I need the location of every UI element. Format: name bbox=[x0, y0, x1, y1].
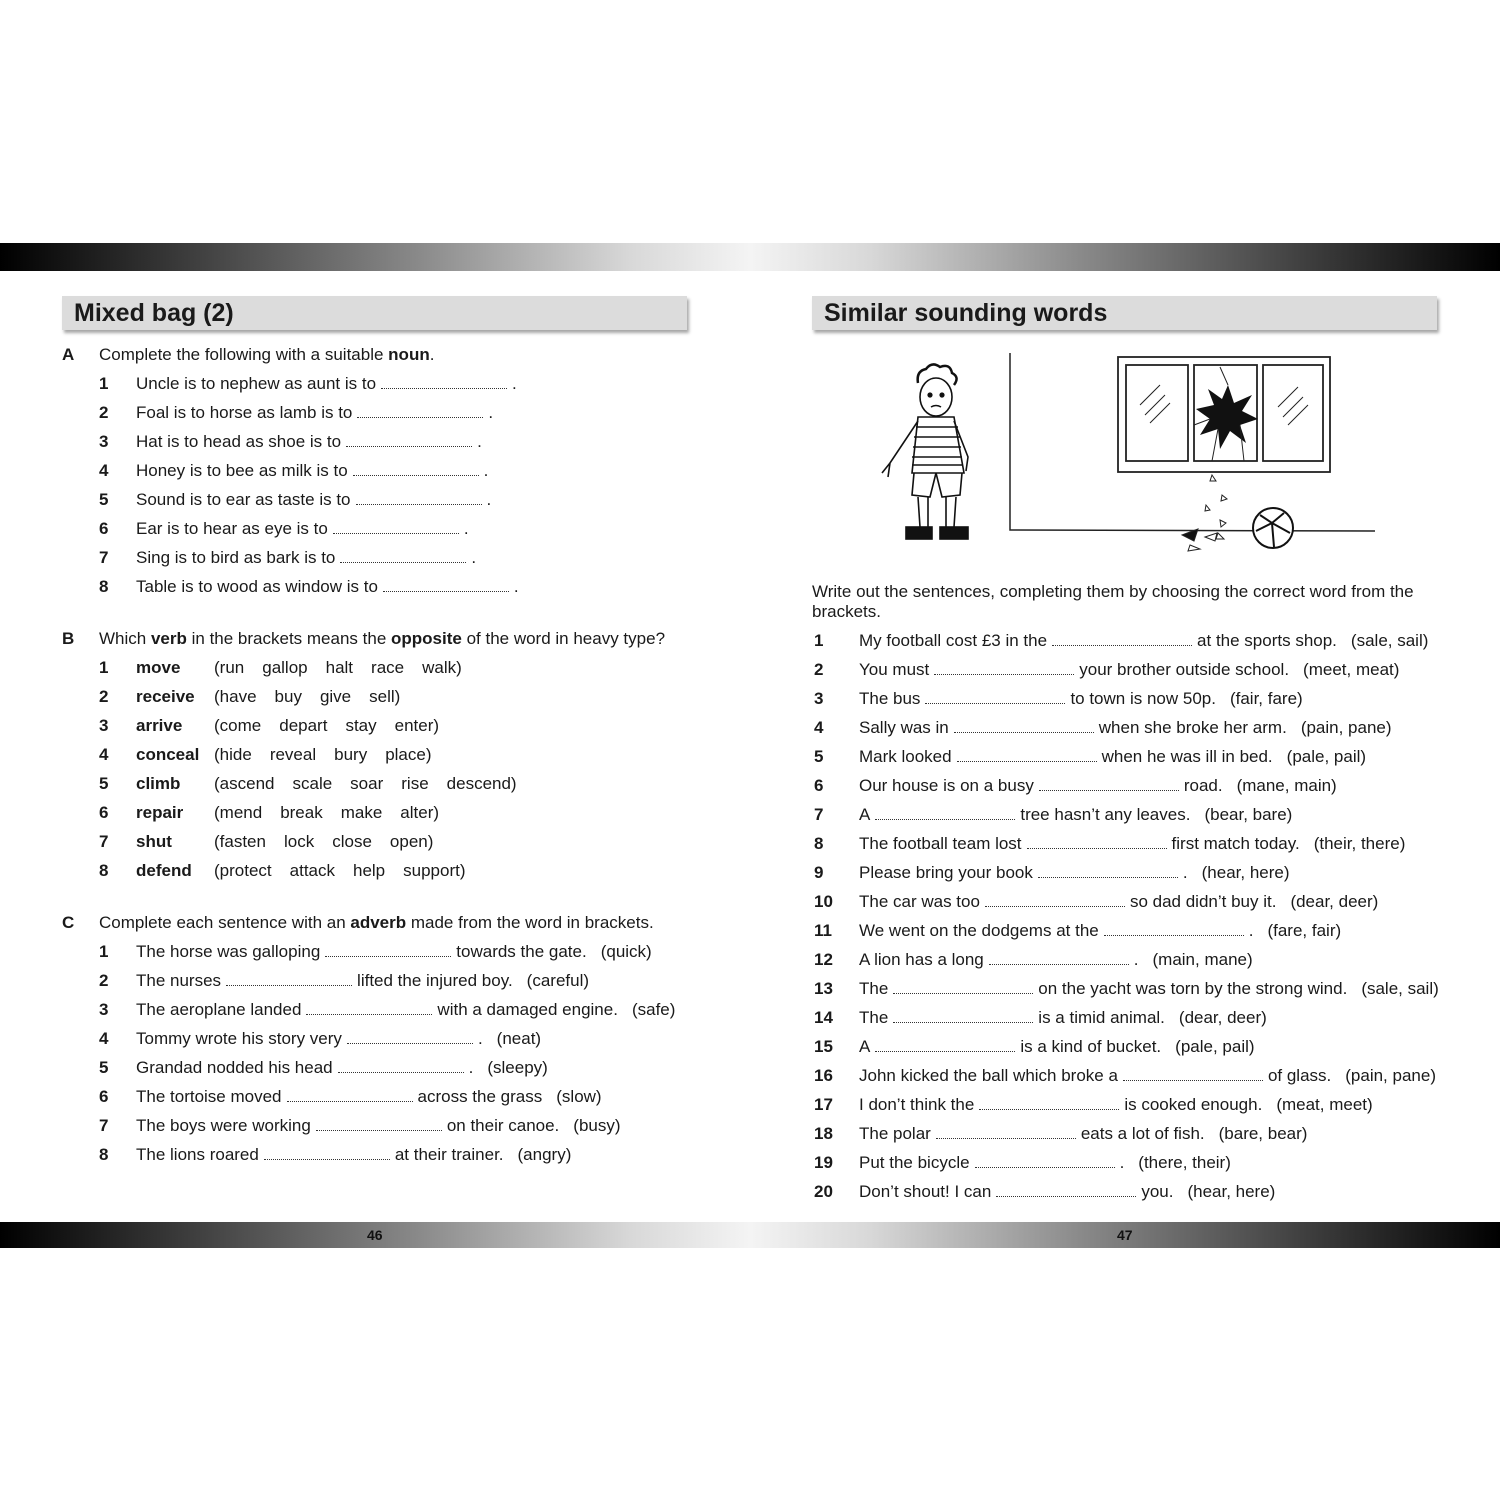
sentence-start: My football cost £3 in the bbox=[859, 631, 1048, 650]
item-number: 7 bbox=[99, 1116, 109, 1135]
option-word: support) bbox=[403, 861, 466, 880]
boy-icon bbox=[882, 364, 968, 539]
choice-pair: (pain, pane) bbox=[1345, 1066, 1436, 1085]
choice-pair: (fair, fare) bbox=[1229, 689, 1303, 708]
answer-blank[interactable] bbox=[934, 666, 1074, 675]
sentence-item bbox=[859, 1066, 1436, 1086]
choice-pair: (their, there) bbox=[1313, 834, 1406, 853]
adverb-item bbox=[136, 971, 589, 991]
hint-word: (safe) bbox=[631, 1000, 676, 1019]
item-number: 1 bbox=[99, 374, 109, 393]
analogy-text: Hat is to head as shoe is to bbox=[136, 432, 342, 451]
answer-blank[interactable] bbox=[357, 409, 483, 418]
adverb-item bbox=[136, 1145, 571, 1165]
item-number: 5 bbox=[99, 490, 109, 509]
sentence-start: The car was too bbox=[859, 892, 980, 911]
option-word: (ascend bbox=[214, 774, 275, 793]
sentence-end: . bbox=[468, 1058, 474, 1077]
option-word: give bbox=[319, 687, 352, 706]
sentence-start: Grandad nodded his head bbox=[136, 1058, 333, 1077]
choice-pair: (there, their) bbox=[1138, 1153, 1231, 1172]
answer-blank[interactable] bbox=[957, 753, 1097, 762]
item-number: 8 bbox=[99, 1145, 109, 1164]
item-number: 3 bbox=[99, 1000, 109, 1019]
answer-blank[interactable] bbox=[893, 985, 1033, 994]
sentence-start: The nurses bbox=[136, 971, 222, 990]
wall-lines-icon bbox=[1010, 353, 1375, 531]
item-number: 3 bbox=[99, 432, 109, 451]
sentence-item bbox=[859, 1037, 1255, 1057]
sentence-start: Don’t shout! I can bbox=[859, 1182, 992, 1201]
sentence-end: is a timid animal. bbox=[1038, 1008, 1165, 1027]
answer-blank[interactable] bbox=[985, 898, 1125, 907]
sentence-item bbox=[859, 689, 1303, 709]
answer-blank[interactable] bbox=[316, 1122, 442, 1131]
analogy-text: Sing is to bird as bark is to bbox=[136, 548, 336, 567]
sentence-end: is cooked enough. bbox=[1124, 1095, 1263, 1114]
option-word: (have bbox=[214, 687, 257, 706]
hint-word: (slow) bbox=[556, 1087, 602, 1106]
answer-blank[interactable] bbox=[875, 1043, 1015, 1052]
option-word: make bbox=[340, 803, 383, 822]
choice-pair: (meet, meat) bbox=[1303, 660, 1400, 679]
answer-blank[interactable] bbox=[1123, 1072, 1263, 1081]
section-b-letter: B bbox=[62, 629, 75, 648]
option-word: (run bbox=[214, 658, 245, 677]
answer-blank[interactable] bbox=[333, 525, 459, 534]
glass-shards-icon bbox=[1182, 475, 1227, 551]
sentence-item bbox=[859, 863, 1290, 883]
option-word: stay bbox=[345, 716, 377, 735]
sentence-item bbox=[859, 892, 1378, 912]
item-number: 8 bbox=[99, 577, 109, 596]
option-word: gallop bbox=[262, 658, 308, 677]
sentence-end: on their canoe. bbox=[446, 1116, 560, 1135]
item-end: . bbox=[471, 548, 477, 567]
sentence-end: when she broke her arm. bbox=[1098, 718, 1287, 737]
option-word: sell) bbox=[369, 687, 401, 706]
item-number: 3 bbox=[99, 716, 109, 735]
item-number: 4 bbox=[99, 745, 109, 764]
choice-pair: (dear, deer) bbox=[1290, 892, 1379, 911]
item-number: 1 bbox=[99, 658, 109, 677]
answer-blank[interactable] bbox=[353, 467, 479, 476]
page-number-right: 47 bbox=[1117, 1227, 1133, 1243]
item-number: 11 bbox=[814, 921, 832, 940]
adverb-item bbox=[136, 1058, 548, 1078]
option-word: buy bbox=[274, 687, 302, 706]
answer-blank[interactable] bbox=[1104, 927, 1244, 936]
item-number: 3 bbox=[814, 689, 824, 708]
opposite-item bbox=[136, 774, 535, 794]
sentence-end: . bbox=[1133, 950, 1139, 969]
sentence-start: John kicked the ball which broke a bbox=[859, 1066, 1118, 1085]
target-word: move bbox=[136, 658, 181, 677]
option-word: (fasten bbox=[214, 832, 266, 851]
choice-pair: (dear, deer) bbox=[1178, 1008, 1267, 1027]
option-word: (hide bbox=[214, 745, 252, 764]
analogy-text: Uncle is to nephew as aunt is to bbox=[136, 374, 377, 393]
sentence-end: you. bbox=[1141, 1182, 1174, 1201]
item-number: 6 bbox=[814, 776, 824, 795]
section-c-instruction: Complete each sentence with an adverb made from the word in brackets. bbox=[99, 913, 654, 932]
choice-pair: (fare, fair) bbox=[1267, 921, 1342, 940]
left-page-title: Mixed bag (2) bbox=[62, 296, 687, 330]
answer-blank[interactable] bbox=[306, 1006, 432, 1015]
sentence-start: Tommy wrote his story very bbox=[136, 1029, 342, 1048]
choice-pair: (pale, pail) bbox=[1175, 1037, 1255, 1056]
hint-word: (sleepy) bbox=[487, 1058, 548, 1077]
sentence-start: Our house is on a busy bbox=[859, 776, 1034, 795]
option-word: bury bbox=[334, 745, 368, 764]
sentence-end: of glass. bbox=[1267, 1066, 1332, 1085]
choice-pair: (sale, sail) bbox=[1350, 631, 1429, 650]
sentence-item bbox=[859, 950, 1253, 970]
item-end: . bbox=[513, 577, 519, 596]
sentence-item bbox=[859, 660, 1399, 680]
item-number: 2 bbox=[99, 971, 109, 990]
broken-window-illustration bbox=[860, 345, 1390, 565]
item-number: 19 bbox=[814, 1153, 833, 1172]
sentence-item bbox=[859, 776, 1337, 796]
right-page-title: Similar sounding words bbox=[812, 296, 1437, 330]
section-c-letter: C bbox=[62, 913, 75, 932]
option-word: (come bbox=[214, 716, 262, 735]
page-number-left: 46 bbox=[367, 1227, 383, 1243]
hint-word: (quick) bbox=[600, 942, 652, 961]
answer-blank[interactable] bbox=[1052, 637, 1192, 646]
answer-blank[interactable] bbox=[338, 1064, 464, 1073]
sentence-item bbox=[859, 921, 1341, 941]
item-end: . bbox=[486, 490, 492, 509]
sentence-end: road. bbox=[1183, 776, 1223, 795]
sentence-item bbox=[859, 1008, 1267, 1028]
choice-pair: (hear, here) bbox=[1187, 1182, 1276, 1201]
sentence-start: Put the bicycle bbox=[859, 1153, 970, 1172]
sentence-start: The bbox=[859, 979, 889, 998]
choice-pair: (bear, bare) bbox=[1204, 805, 1293, 824]
sentence-start: The bus bbox=[859, 689, 921, 708]
option-word: halt bbox=[325, 658, 354, 677]
item-number: 8 bbox=[814, 834, 824, 853]
item-number: 12 bbox=[814, 950, 833, 969]
option-word: (protect bbox=[214, 861, 272, 880]
target-word: climb bbox=[136, 774, 181, 793]
analogy-item bbox=[136, 461, 488, 481]
opposite-item bbox=[136, 832, 451, 852]
sentence-start: The tortoise moved bbox=[136, 1087, 282, 1106]
answer-blank[interactable] bbox=[346, 438, 472, 447]
section-a-instruction: Complete the following with a suitable noun. bbox=[99, 345, 435, 364]
option-word: descend) bbox=[446, 774, 517, 793]
target-word: arrive bbox=[136, 716, 183, 735]
opposite-item bbox=[136, 745, 450, 765]
sentence-item bbox=[859, 979, 1439, 999]
choice-pair: (main, mane) bbox=[1152, 950, 1253, 969]
option-word: race bbox=[371, 658, 405, 677]
analogy-item bbox=[136, 490, 491, 510]
sentence-start: A bbox=[859, 805, 871, 824]
sentence-end: is a kind of bucket. bbox=[1020, 1037, 1162, 1056]
right-instruction: Write out the sentences, completing them by choosing the correct word from the brackets. bbox=[812, 582, 1414, 621]
answer-blank[interactable] bbox=[340, 554, 466, 563]
adverb-item bbox=[136, 1029, 541, 1049]
item-number: 2 bbox=[814, 660, 824, 679]
item-number: 5 bbox=[814, 747, 824, 766]
sentence-start: A bbox=[859, 1037, 871, 1056]
answer-blank[interactable] bbox=[264, 1151, 390, 1160]
sentence-end: . bbox=[1248, 921, 1254, 940]
choice-pair: (sale, sail) bbox=[1361, 979, 1439, 998]
answer-blank[interactable] bbox=[875, 811, 1015, 820]
answer-blank[interactable] bbox=[347, 1035, 473, 1044]
answer-blank[interactable] bbox=[356, 496, 482, 505]
section-b-instruction: Which verb in the brackets means the opposite of the word in heavy type? bbox=[99, 629, 666, 648]
sentence-item bbox=[859, 718, 1392, 738]
opposite-item bbox=[136, 803, 457, 823]
option-word: enter) bbox=[394, 716, 440, 735]
broken-glass-icon bbox=[1196, 385, 1258, 449]
sentence-start: The football team lost bbox=[859, 834, 1022, 853]
analogy-item bbox=[136, 374, 517, 394]
sentence-start: A lion has a long bbox=[859, 950, 984, 969]
item-number: 20 bbox=[814, 1182, 833, 1201]
item-number: 15 bbox=[814, 1037, 833, 1056]
sentence-item bbox=[859, 1153, 1231, 1173]
hint-word: (angry) bbox=[517, 1145, 572, 1164]
answer-blank[interactable] bbox=[325, 948, 451, 957]
item-number: 7 bbox=[99, 548, 109, 567]
opposite-item bbox=[136, 861, 484, 881]
item-number: 6 bbox=[99, 519, 109, 538]
answer-blank[interactable] bbox=[1038, 869, 1178, 878]
sentence-item bbox=[859, 1182, 1275, 1202]
answer-blank[interactable] bbox=[925, 695, 1065, 704]
item-number: 4 bbox=[99, 1029, 109, 1048]
item-number: 4 bbox=[99, 461, 109, 480]
item-end: . bbox=[483, 461, 489, 480]
hint-word: (neat) bbox=[496, 1029, 542, 1048]
target-word: repair bbox=[136, 803, 184, 822]
option-word: soar bbox=[350, 774, 384, 793]
analogy-item bbox=[136, 548, 476, 568]
option-word: close bbox=[332, 832, 372, 851]
sentence-end: . bbox=[477, 1029, 483, 1048]
sentence-end: lifted the injured boy. bbox=[357, 971, 513, 990]
item-end: . bbox=[512, 374, 517, 393]
option-word: help bbox=[353, 861, 386, 880]
hint-word: (busy) bbox=[573, 1116, 621, 1135]
option-word: walk) bbox=[422, 658, 462, 677]
sentence-end: across the grass bbox=[417, 1087, 543, 1106]
sentence-start: I don’t think the bbox=[859, 1095, 975, 1114]
option-word: break bbox=[280, 803, 323, 822]
sentence-end: . bbox=[1182, 863, 1188, 882]
option-word: attack bbox=[289, 861, 335, 880]
choice-pair: (pain, pane) bbox=[1300, 718, 1392, 737]
option-word: alter) bbox=[400, 803, 440, 822]
answer-blank[interactable] bbox=[1039, 782, 1179, 791]
sentence-end: tree hasn’t any leaves. bbox=[1020, 805, 1191, 824]
item-number: 5 bbox=[99, 1058, 109, 1077]
sentence-end: to town is now 50p. bbox=[1070, 689, 1216, 708]
sentence-end: with a damaged engine. bbox=[437, 1000, 618, 1019]
choice-pair: (meat, meet) bbox=[1276, 1095, 1373, 1114]
sentence-start: The aeroplane landed bbox=[136, 1000, 302, 1019]
item-number: 8 bbox=[99, 861, 109, 880]
answer-blank[interactable] bbox=[287, 1093, 413, 1102]
target-word: receive bbox=[136, 687, 195, 706]
target-word: conceal bbox=[136, 745, 200, 764]
answer-blank[interactable] bbox=[979, 1101, 1119, 1110]
option-word: lock bbox=[283, 832, 315, 851]
sentence-start: We went on the dodgems at the bbox=[859, 921, 1099, 940]
option-word: place) bbox=[385, 745, 432, 764]
sentence-end: on the yacht was torn by the strong wind. bbox=[1038, 979, 1348, 998]
sentence-item bbox=[859, 834, 1405, 854]
analogy-text: Ear is to hear as eye is to bbox=[136, 519, 328, 538]
option-word: rise bbox=[401, 774, 429, 793]
item-number: 10 bbox=[814, 892, 833, 911]
item-number: 9 bbox=[814, 863, 824, 882]
choice-pair: (mane, main) bbox=[1236, 776, 1337, 795]
section-a-letter: A bbox=[62, 345, 75, 364]
sentence-item bbox=[859, 747, 1366, 767]
sentence-end: at the sports shop. bbox=[1197, 631, 1337, 650]
top-gradient-bar bbox=[0, 243, 1500, 271]
sentence-start: The boys were working bbox=[136, 1116, 311, 1135]
sentence-end: your brother outside school. bbox=[1079, 660, 1290, 679]
target-word: defend bbox=[136, 861, 192, 880]
item-end: . bbox=[463, 519, 469, 538]
analogy-text: Foal is to horse as lamb is to bbox=[136, 403, 353, 422]
football-icon bbox=[1253, 508, 1293, 548]
sentence-start: You must bbox=[859, 660, 930, 679]
adverb-item bbox=[136, 1087, 602, 1107]
item-number: 7 bbox=[814, 805, 824, 824]
answer-blank[interactable] bbox=[975, 1159, 1115, 1168]
analogy-text: Honey is to bee as milk is to bbox=[136, 461, 348, 480]
option-word: reveal bbox=[269, 745, 317, 764]
item-number: 18 bbox=[814, 1124, 833, 1143]
opposite-item bbox=[136, 716, 457, 736]
sentence-item bbox=[859, 1124, 1307, 1144]
item-number: 4 bbox=[814, 718, 824, 737]
option-word: depart bbox=[279, 716, 328, 735]
answer-blank[interactable] bbox=[381, 380, 507, 389]
item-number: 5 bbox=[99, 774, 109, 793]
item-number: 14 bbox=[814, 1008, 833, 1027]
choice-pair: (hear, here) bbox=[1201, 863, 1290, 882]
sentence-end: when he was ill in bed. bbox=[1101, 747, 1273, 766]
answer-blank[interactable] bbox=[226, 977, 352, 986]
hint-word: (careful) bbox=[526, 971, 590, 990]
answer-blank[interactable] bbox=[936, 1130, 1076, 1139]
sentence-start: The horse was galloping bbox=[136, 942, 321, 961]
analogy-item bbox=[136, 519, 469, 539]
adverb-item bbox=[136, 1116, 621, 1136]
sentence-start: Please bring your book bbox=[859, 863, 1033, 882]
option-word: (mend bbox=[214, 803, 263, 822]
opposite-item bbox=[136, 687, 418, 707]
answer-blank[interactable] bbox=[996, 1188, 1136, 1197]
sentence-item bbox=[859, 805, 1292, 825]
analogy-item bbox=[136, 577, 519, 597]
item-end: . bbox=[477, 432, 482, 451]
sentence-end: . bbox=[1119, 1153, 1125, 1172]
item-number: 6 bbox=[99, 803, 109, 822]
sentence-start: The polar bbox=[859, 1124, 931, 1143]
analogy-item bbox=[136, 403, 493, 423]
choice-pair: (bare, bear) bbox=[1218, 1124, 1308, 1143]
option-word: open) bbox=[389, 832, 434, 851]
sentence-start: Sally was in bbox=[859, 718, 949, 737]
answer-blank[interactable] bbox=[383, 583, 509, 592]
bottom-gradient-bar bbox=[0, 1222, 1500, 1248]
adverb-item bbox=[136, 1000, 675, 1020]
sentence-item bbox=[859, 631, 1428, 651]
sentence-item bbox=[859, 1095, 1373, 1115]
sentence-end: so dad didn’t buy it. bbox=[1129, 892, 1277, 911]
item-number: 16 bbox=[814, 1066, 833, 1085]
sentence-end: eats a lot of fish. bbox=[1080, 1124, 1205, 1143]
choice-pair: (pale, pail) bbox=[1286, 747, 1367, 766]
item-number: 7 bbox=[99, 832, 109, 851]
analogy-text: Sound is to ear as taste is to bbox=[136, 490, 351, 509]
item-number: 13 bbox=[814, 979, 833, 998]
sentence-end: first match today. bbox=[1171, 834, 1300, 853]
sentence-start: Mark looked bbox=[859, 747, 952, 766]
item-number: 2 bbox=[99, 687, 109, 706]
sentence-end: towards the gate. bbox=[456, 942, 587, 961]
adverb-item bbox=[136, 942, 652, 962]
item-number: 1 bbox=[814, 631, 824, 650]
item-number: 1 bbox=[99, 942, 109, 961]
opposite-item bbox=[136, 658, 480, 678]
item-number: 2 bbox=[99, 403, 109, 422]
answer-blank[interactable] bbox=[893, 1014, 1033, 1023]
item-number: 17 bbox=[814, 1095, 833, 1114]
analogy-item bbox=[136, 432, 482, 452]
sentence-start: The lions roared bbox=[136, 1145, 259, 1164]
sentence-start: The bbox=[859, 1008, 889, 1027]
option-word: scale bbox=[292, 774, 333, 793]
answer-blank[interactable] bbox=[954, 724, 1094, 733]
item-end: . bbox=[488, 403, 494, 422]
answer-blank[interactable] bbox=[989, 956, 1129, 965]
target-word: shut bbox=[136, 832, 172, 851]
item-number: 6 bbox=[99, 1087, 109, 1106]
sentence-end: at their trainer. bbox=[394, 1145, 504, 1164]
analogy-text: Table is to wood as window is to bbox=[136, 577, 378, 596]
answer-blank[interactable] bbox=[1027, 840, 1167, 849]
